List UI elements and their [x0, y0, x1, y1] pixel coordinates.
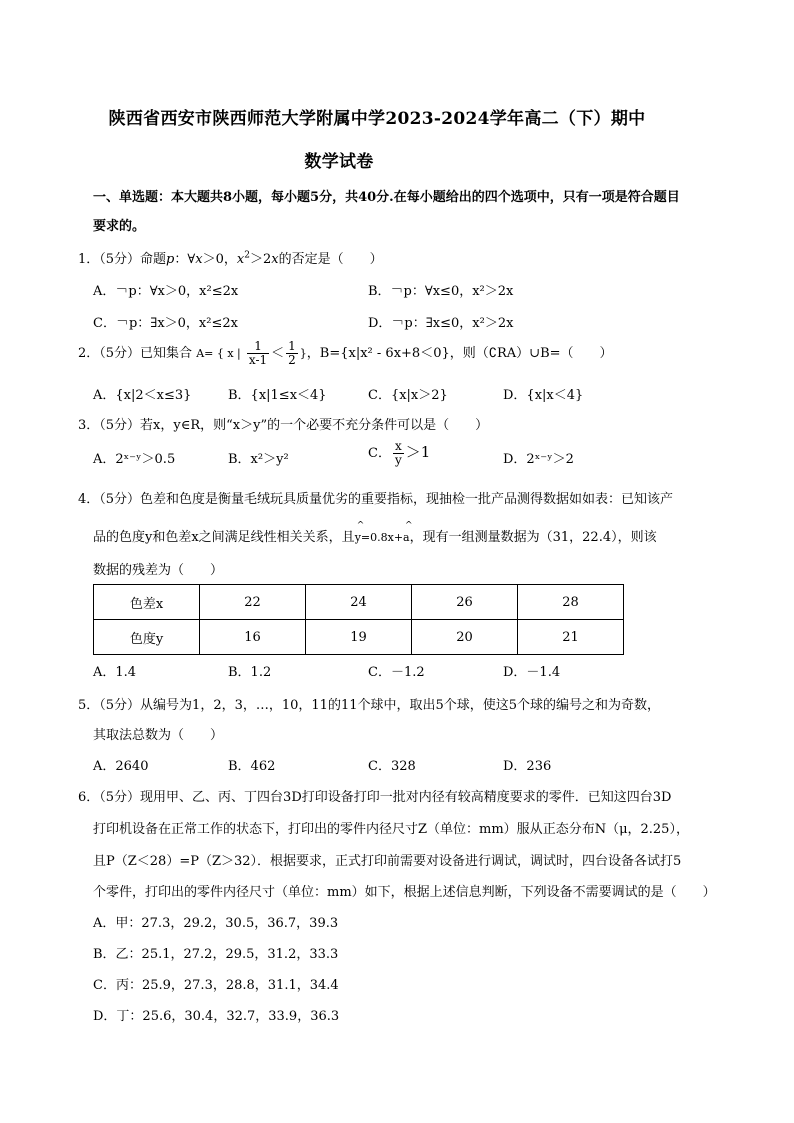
q1-stem-gt0: ＞0， — [202, 252, 237, 267]
question-6-line2: 打印机设备在正常工作的状态下，打印出的零件内径尺寸Z（单位：mm）服从正态分布N（μ，2.25）， — [93, 822, 689, 837]
table-cell: 24 — [306, 585, 412, 620]
q3-c-num: x — [394, 439, 402, 453]
q3-option-a[interactable]: A．2ˣ⁻ʸ＞0.5 — [93, 452, 176, 467]
q1-option-d[interactable]: D．￢p：∃x≤0，x²＞2x — [368, 316, 514, 331]
q2-stem-suffix: ，B={x|x² - 6x+8＜0}，则（∁RA）∪B=（ ） — [306, 346, 613, 361]
q4-reg-a-hat: ^ a — [403, 531, 410, 544]
table-cell: 21 — [518, 620, 624, 655]
q1-stem-gt: ＞2 — [249, 252, 272, 267]
q2-frac1-den: x-1 — [248, 353, 268, 367]
q1-option-b[interactable]: B．￢p：∀x≤0，x²＞2x — [368, 284, 514, 299]
table-cell: 16 — [200, 620, 306, 655]
question-4-line2 — [93, 526, 657, 545]
table-cell: 色度y — [94, 620, 200, 655]
table-cell: 26 — [412, 585, 518, 620]
q2-fraction-2 — [286, 340, 298, 367]
question-5-line2: 其取法总数为（ ） — [93, 728, 224, 743]
q3-c-suffix: ＞1 — [405, 443, 431, 461]
question-5-line1: 5．（5分）从编号为1，2，3，…，10，11的11个球中，取出5个球，使这5个球的编号之和为奇数， — [78, 698, 661, 713]
q2-stem-prefix: 2．（5分）已知集合 — [78, 346, 193, 361]
q4-option-d[interactable]: D．－1.4 — [503, 665, 561, 680]
q1-stem-suffix: 的否定是（ ） — [278, 252, 383, 267]
q1-var-x1: x — [195, 252, 203, 267]
q6-option-c[interactable]: C．丙：25.9，27.3，28.8，31.1，34.4 — [93, 978, 339, 993]
table-row — [94, 620, 624, 655]
exam-title: 陕西省西安市陕西师范大学附属中学2023-2024学年高二（下）期中 — [108, 109, 646, 129]
q6-option-b[interactable]: B．乙：25.1，27.2，29.5，31.2，33.3 — [93, 947, 339, 962]
table-cell: 色差x — [94, 585, 200, 620]
question-1-stem — [78, 248, 383, 267]
q3-c-prefix: C． — [368, 446, 391, 461]
q4-reg-mid: =0.8x+ — [360, 531, 404, 544]
question-6-line4: 个零件，打印出的零件内径尺寸（单位：mm）如下，根据上述信息判断，下列设备不需要调试的是（ ） — [93, 885, 716, 900]
q1-var-p: p — [166, 252, 175, 267]
q3-option-b[interactable]: B．x²＞y² — [228, 452, 289, 467]
table-cell: 28 — [518, 585, 624, 620]
question-6-line3: 且P（Z＜28）=P（Z＞32）．根据要求，正式打印前需要对设备进行调试，调试时，四台设备各试打5 — [93, 854, 682, 869]
q1-var-x2: x — [236, 252, 245, 267]
table-cell: 19 — [306, 620, 412, 655]
q4-option-c[interactable]: C．－1.2 — [368, 665, 425, 680]
q2-option-d[interactable]: D．{x|x＜4} — [503, 388, 584, 403]
q1-stem-mid: ：∀ — [174, 252, 196, 267]
q2-set-a-left: A= { x | — [196, 347, 241, 360]
q3-option-d[interactable]: D．2ˣ⁻ʸ＞2 — [503, 452, 574, 467]
q4-reg-y-hat: ^ y — [355, 531, 361, 544]
q6-option-d[interactable]: D．丁：25.6，30.4，32.7，33.9，36.3 — [93, 1009, 340, 1024]
question-2-stem — [78, 340, 613, 367]
q4-option-a[interactable]: A．1.4 — [93, 665, 137, 680]
q2-set-a-right: } — [299, 347, 307, 360]
q2-fraction-1 — [247, 340, 269, 367]
q5-option-a[interactable]: A．2640 — [93, 759, 149, 774]
q4-line2-prefix: 品的色度y和色差x之间满足线性相关关系，且 — [93, 530, 355, 545]
q6-option-a[interactable]: A．甲：27.3，29.2，30.5，36.7，39.3 — [93, 916, 339, 931]
table-cell: 22 — [200, 585, 306, 620]
question-3-stem: 3．（5分）若x，y∈R，则“x＞y”的一个必要不充分条件可以是（ ） — [78, 418, 489, 433]
q5-option-d[interactable]: D．236 — [503, 759, 552, 774]
q5-option-b[interactable]: B．462 — [228, 759, 276, 774]
section-heading-line2: 要求的。 — [93, 219, 146, 234]
exam-subtitle: 数学试卷 — [304, 152, 374, 172]
q3-c-fraction — [393, 440, 404, 467]
q2-option-c[interactable]: C．{x|x＞2} — [368, 388, 448, 403]
q3-c-den: y — [394, 453, 402, 467]
q4-line2-suffix: ，现有一组测量数据为（31，22.4），则该 — [409, 530, 657, 545]
q2-lt: ＜ — [271, 346, 285, 361]
question-4-line3: 数据的残差为（ ） — [93, 563, 224, 578]
q1-sup: 2 — [244, 250, 250, 261]
section-heading-line1: 一、单选题：本大题共8小题，每小题5分，共40分.在每小题给出的四个选项中，只有一项是符合题目 — [93, 190, 680, 205]
q2-frac2-den: 2 — [288, 353, 296, 367]
question-6-line1: 6．（5分）现用甲、乙、丙、丁四台3D打印设备打印一批对内径有较高精度要求的零件．已知这四台3D — [78, 790, 672, 805]
q1-option-a[interactable]: A．￢p：∀x＞0，x²≤2x — [93, 284, 239, 299]
q2-option-a[interactable]: A．{x|2＜x≤3} — [93, 388, 192, 403]
q3-option-c[interactable] — [368, 440, 430, 467]
q2-frac1-num: 1 — [247, 340, 269, 354]
q5-option-c[interactable]: C．328 — [368, 759, 416, 774]
q4-option-b[interactable]: B．1.2 — [228, 665, 272, 680]
q1-stem-prefix: 1．（5分）命题 — [78, 252, 167, 267]
q1-option-c[interactable]: C．￢p：∃x＞0，x²≤2x — [93, 316, 238, 331]
table-cell: 20 — [412, 620, 518, 655]
q4-data-table — [93, 584, 624, 655]
q2-option-b[interactable]: B．{x|1≤x＜4} — [228, 388, 327, 403]
q1-var-x3: x — [271, 252, 279, 267]
table-row — [94, 585, 624, 620]
question-4-line1: 4．（5分）色差和色度是衡量毛绒玩具质量优劣的重要指标，现抽检一批产品测得数据如如表：已知该产 — [78, 492, 674, 507]
q2-frac2-num: 1 — [288, 339, 296, 353]
